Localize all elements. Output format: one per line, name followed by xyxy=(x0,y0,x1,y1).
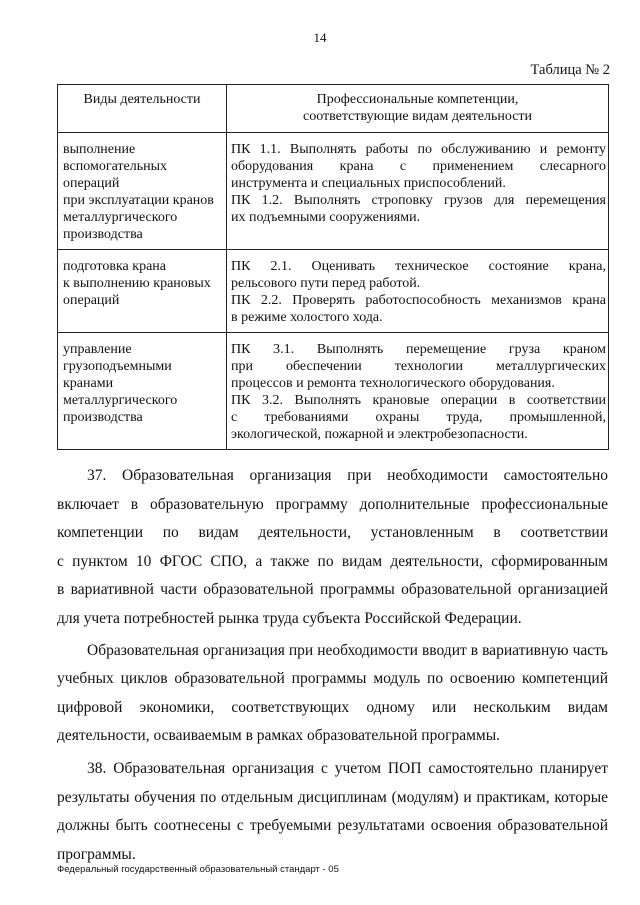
table-row xyxy=(58,250,609,333)
activity-line: операций xyxy=(63,176,120,191)
paragraph-line: компетенции по видам деятельности, установленным в соответствии xyxy=(57,524,608,542)
competency-line: оборудования крана с применением слесарного xyxy=(231,159,606,174)
footer-text: Федеральный государственный образовательный стандарт - 05 xyxy=(57,864,339,875)
competency-line: инструмента и специальных приспособлений. xyxy=(231,176,506,191)
paragraph-line: 37. Образовательная организация при необходимости самостоятельно xyxy=(87,467,608,484)
activity-line: к выполнению крановых xyxy=(63,276,211,291)
header-competencies-line: соответствующие видам деятельности xyxy=(302,109,533,124)
paragraph-line: учебных циклов образовательной программы модуль по освоению компетенций xyxy=(57,670,608,688)
paragraph-38 xyxy=(57,755,608,869)
paragraph-line: программы. xyxy=(57,845,136,863)
table-header-row xyxy=(58,85,609,133)
paragraph-line: 38. Образовательная организация с учетом ПОП самостоятельно планирует xyxy=(87,759,608,777)
activity-line: при эксплуатации кранов xyxy=(63,193,214,208)
activity-line: подготовка крана xyxy=(63,259,166,274)
paragraph-line: результаты обучения по отдельным дисциплинам (модулям) и практикам, которые xyxy=(57,788,608,806)
competency-line: ПК 1.1. Выполнять работы по обслуживанию и ремонту xyxy=(231,142,606,157)
table-caption: Таблица № 2 xyxy=(530,62,610,78)
activity-line: выполнение xyxy=(63,142,136,157)
activity-line: производства xyxy=(63,410,143,425)
competency-line: ПК 2.1. Оценивать техническое состояние крана, xyxy=(231,259,606,274)
competency-cell xyxy=(227,333,609,450)
activity-cell xyxy=(58,133,227,250)
paragraph-line: цифровой экономики, соответствующих одному или нескольким видам xyxy=(57,698,608,716)
paragraph-line: в вариативной части образовательной программы образовательной организацией xyxy=(57,581,608,599)
activity-line: производства xyxy=(63,227,143,242)
page-number: 14 xyxy=(313,30,327,45)
activity-line: кранами xyxy=(63,376,114,391)
competency-cell xyxy=(227,133,609,250)
competency-line: процессов и ремонта технологического оборудования. xyxy=(231,376,555,391)
header-activity-text: Виды деятельности xyxy=(83,92,201,107)
competency-line: их подъемными сооружениями. xyxy=(231,210,421,225)
competency-line: в режиме холостого хода. xyxy=(231,310,383,325)
activity-cell xyxy=(58,250,227,333)
paragraph-line: включает в образовательную программу дополнительные профессиональные xyxy=(57,495,608,513)
competency-line: ПК 1.2. Выполнять строповку грузов для перемещения xyxy=(231,193,606,208)
activity-line: вспомогательных xyxy=(63,159,168,174)
table-row xyxy=(58,133,609,250)
header-activity xyxy=(58,85,227,133)
paragraph-line: для учета потребностей рынка труда субъекта Российской Федерации. xyxy=(57,609,522,627)
competency-line: с требованиями охраны труда, промышленной, xyxy=(231,410,606,425)
competency-line: при обеспечении технологии металлургических xyxy=(231,359,606,374)
activity-line: управление xyxy=(63,342,132,357)
paragraph-line: деятельности, осваиваемым в рамках образовательной программы. xyxy=(57,727,500,745)
competency-cell xyxy=(227,250,609,333)
competencies-table xyxy=(57,84,609,450)
paragraph-37 xyxy=(57,462,608,634)
activity-line: металлургического xyxy=(63,393,178,408)
paragraph-line: Образовательная организация при необходимости вводит в вариативную часть xyxy=(87,641,608,659)
paragraph-37-continued xyxy=(57,637,608,751)
competency-line: рельсового пути перед работой. xyxy=(231,276,421,291)
header-competencies xyxy=(227,85,609,133)
competency-line: ПК 3.1. Выполнять перемещение груза краном xyxy=(231,342,606,357)
activity-line: грузоподъемными xyxy=(63,359,172,374)
competency-line: экологической, пожарной и электробезопасности. xyxy=(231,427,528,442)
competency-line: ПК 2.2. Проверять работоспособность механизмов крана xyxy=(231,293,606,308)
paragraph-line: должны быть соотнесены с требуемыми результатами освоения образовательной xyxy=(57,817,608,835)
activity-line: металлургического xyxy=(63,210,178,225)
paragraph-line: с пунктом 10 ФГОС СПО, а также по видам деятельности, сформированным xyxy=(57,552,608,570)
activity-cell xyxy=(58,333,227,450)
header-competencies-line: Профессиональные компетенции, xyxy=(316,92,519,107)
competency-line: ПК 3.2. Выполнять крановые операции в соответствии xyxy=(231,393,606,408)
activity-line: операций xyxy=(63,293,120,308)
table-row xyxy=(58,333,609,450)
body-text xyxy=(57,462,608,869)
